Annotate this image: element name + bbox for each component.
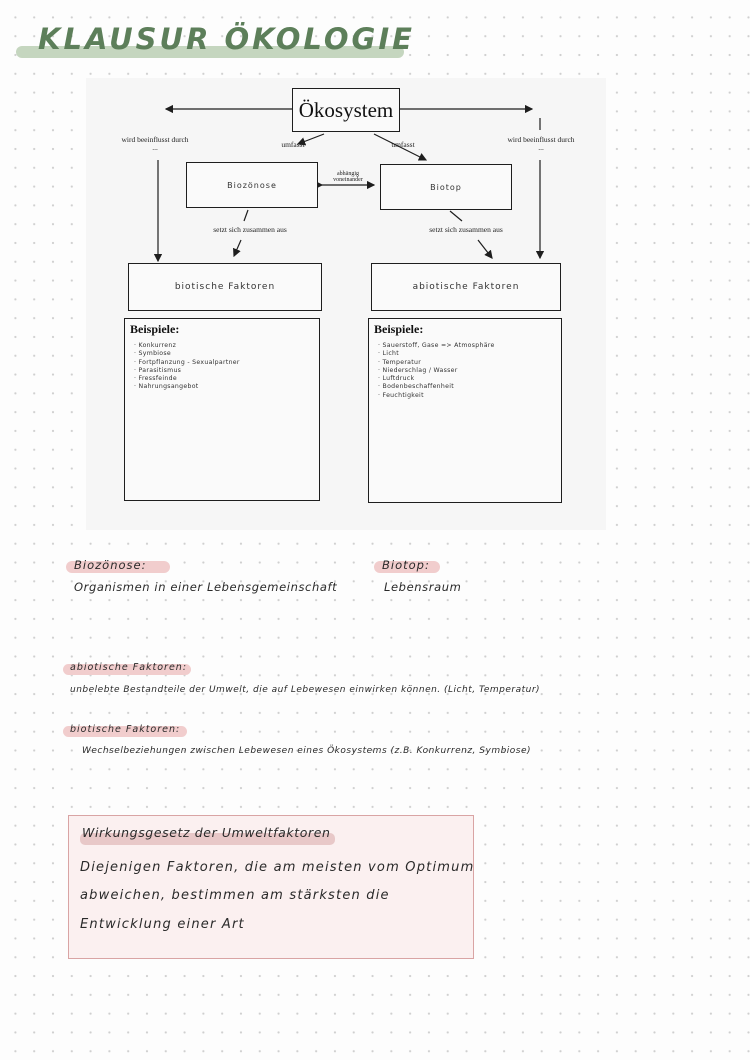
list-item: · Fressfeinde [134,375,177,383]
list-item: · Symbiose [134,350,172,358]
abiotic-factors-box [371,263,561,311]
list-item: · Luftdruck [378,375,415,383]
abiotic-factors-label: abiotische Faktoren [412,282,520,292]
biotic-examples-list [134,342,319,392]
law-line-2: abweichen, bestimmen am stärksten die [80,888,390,903]
biotop-definition: Lebensraum [384,580,462,594]
list-item: · Sauerstoff, Gase => Atmosphäre [378,342,495,349]
biotic-examples-title: Beispiele: [130,322,180,336]
composed-left-label: setzt sich zusammen aus [213,225,287,234]
abiotic-term: abiotische Faktoren: [70,662,188,673]
abiotic-examples-list [378,342,561,400]
list-item: · Nahrungsangebot [134,383,199,391]
law-line-3: Entwicklung einer Art [80,917,245,932]
biozoenose-box [186,162,318,208]
biozoenose-term: Biozönose: [74,558,147,572]
biotic-definition: Wechselbeziehungen zwischen Lebewesen eines Ökosystems (z.B. Konkurrenz, Symbiose) [82,746,532,756]
abiotic-definition: unbelebte Bestandteile der Umwelt, die auf Lebewesen einwirken können. (Licht, Temperatur) [70,685,541,695]
page-title: KLAUSUR ÖKOLOGIE [38,22,415,56]
arrow-composed-left [234,240,241,256]
list-item: · Bodenbeschaffenheit [378,383,454,391]
composed-right-label: setzt sich zusammen aus [429,225,503,234]
mutual-label: abhängig voneinander [333,171,363,183]
law-title: Wirkungsgesetz der Umweltfaktoren [82,825,331,840]
list-item: · Konkurrenz [134,342,177,349]
biozoenose-box-label: Biozönose [227,180,277,190]
list-item: · Fortpflanzung - Sexualpartner [134,358,240,366]
biotop-term: Biotop: [382,558,430,572]
biotic-examples-box [124,318,320,501]
list-item: · Feuchtigkeit [378,391,424,399]
biotic-factors-label: biotische Faktoren [174,282,276,292]
abiotic-examples-box [368,318,562,503]
list-item: · Niederschlag / Wasser [378,366,458,374]
list-item: · Parasitismus [134,366,182,374]
umfasst-left-label: umfasst [281,140,305,149]
biotic-term: biotische Faktoren: [70,724,181,735]
list-item: · Licht [378,350,399,358]
arrow-composed-right [478,240,492,258]
influence-left-label: wird beeinflusst durch ... [121,135,189,152]
biotop-box-label: Biotop [430,182,462,192]
biotic-factors-box [128,263,322,311]
biozoenose-definition: Organismen in einer Lebensgemeinschaft [74,580,338,594]
law-line-1: Diejenigen Faktoren, die am meisten vom Optimum [80,860,475,875]
list-item: · Temperatur [378,358,422,366]
arrow-composed-right-top [450,211,462,221]
biotop-box [380,164,512,210]
ecosystem-diagram [86,78,606,530]
umfasst-right-label: umfasst [391,140,415,149]
arrow-composed-left-top [244,210,248,221]
influence-right-label: wird beeinflusst durch ... [507,135,575,152]
abiotic-examples-title: Beispiele: [374,322,424,336]
ecosystem-box: Ökosystem [292,88,400,132]
